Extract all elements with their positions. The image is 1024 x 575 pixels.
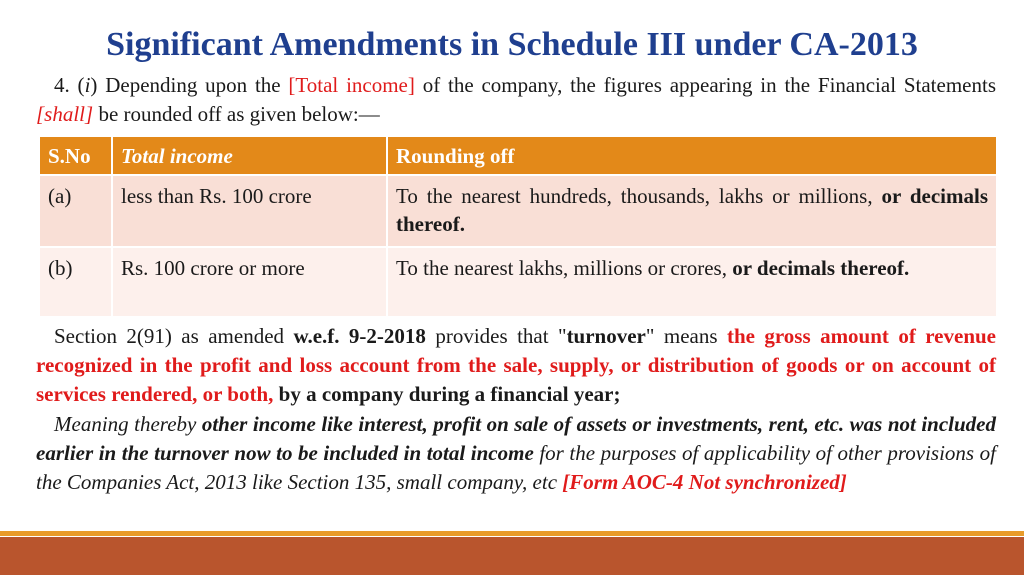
- row-rounding: [387, 247, 996, 316]
- footer-accent-line: [0, 531, 1024, 536]
- section-text-a: Section 2(91) as amended: [54, 324, 294, 348]
- section-paragraph: [36, 322, 996, 409]
- section-wef: w.e.f. 9-2-2018: [293, 324, 426, 348]
- meaning-form-note: [Form AOC-4 Not synchronized]: [562, 470, 847, 494]
- row-rounding-text: To the nearest lakhs, millions or crores,: [396, 256, 733, 280]
- page-title: Significant Amendments in Schedule III under CA-2013: [106, 26, 918, 63]
- meaning-bold: other income like interest, profit on sale of assets or investments, rent, etc. was not included earlier in the turnover now to be included in total income: [36, 412, 996, 465]
- section-text-b: provides that ": [425, 324, 567, 348]
- row-rounding: [387, 175, 996, 247]
- row-sno: (b): [40, 247, 112, 316]
- section-text-c: " means: [645, 324, 727, 348]
- intro-text-a: ) Depending upon the: [90, 73, 289, 97]
- row-rounding-bold: or decimals thereof.: [732, 256, 910, 280]
- rounding-table: [40, 137, 996, 316]
- section-text-d: by a company during a financial year;: [273, 382, 621, 406]
- intro-number: 4. (: [54, 73, 85, 97]
- header-total-income: Total income: [112, 137, 387, 175]
- row-income: less than Rs. 100 crore: [112, 175, 387, 247]
- meaning-paragraph: [36, 410, 996, 497]
- header-rounding-off: Rounding off: [387, 137, 996, 175]
- intro-text-c: be rounded off as given below:—: [93, 102, 380, 126]
- intro-roman: i: [84, 73, 91, 97]
- intro-total-income: [Total income]: [288, 73, 415, 97]
- row-income: Rs. 100 crore or more: [112, 247, 387, 316]
- intro-shall: [shall]: [36, 102, 94, 126]
- row-sno: (a): [40, 175, 112, 247]
- section-definition: the gross amount of revenue recognized in the profit and loss account from the sale, supply, or distribution of goods or on account of services rendered, or both,: [36, 324, 996, 406]
- table-row: [40, 175, 996, 247]
- footer-bar: [0, 537, 1024, 575]
- meaning-text-a: Meaning thereby: [54, 412, 202, 436]
- meaning-text-b: for the purposes of applicability of other provisions of the Companies Act, 2013 like Section 135, small company, etc: [36, 441, 996, 494]
- table-row: [40, 247, 996, 316]
- intro-paragraph: [36, 71, 996, 129]
- header-sno: S.No: [40, 137, 112, 175]
- section-turnover: turnover: [566, 324, 646, 348]
- row-rounding-bold: or decimals thereof.: [396, 184, 988, 236]
- row-rounding-text: To the nearest hundreds, thousands, lakhs or millions,: [396, 184, 882, 208]
- intro-text-b: of the company, the figures appearing in the Financial Statements: [414, 73, 997, 97]
- table-header-row: [40, 137, 996, 175]
